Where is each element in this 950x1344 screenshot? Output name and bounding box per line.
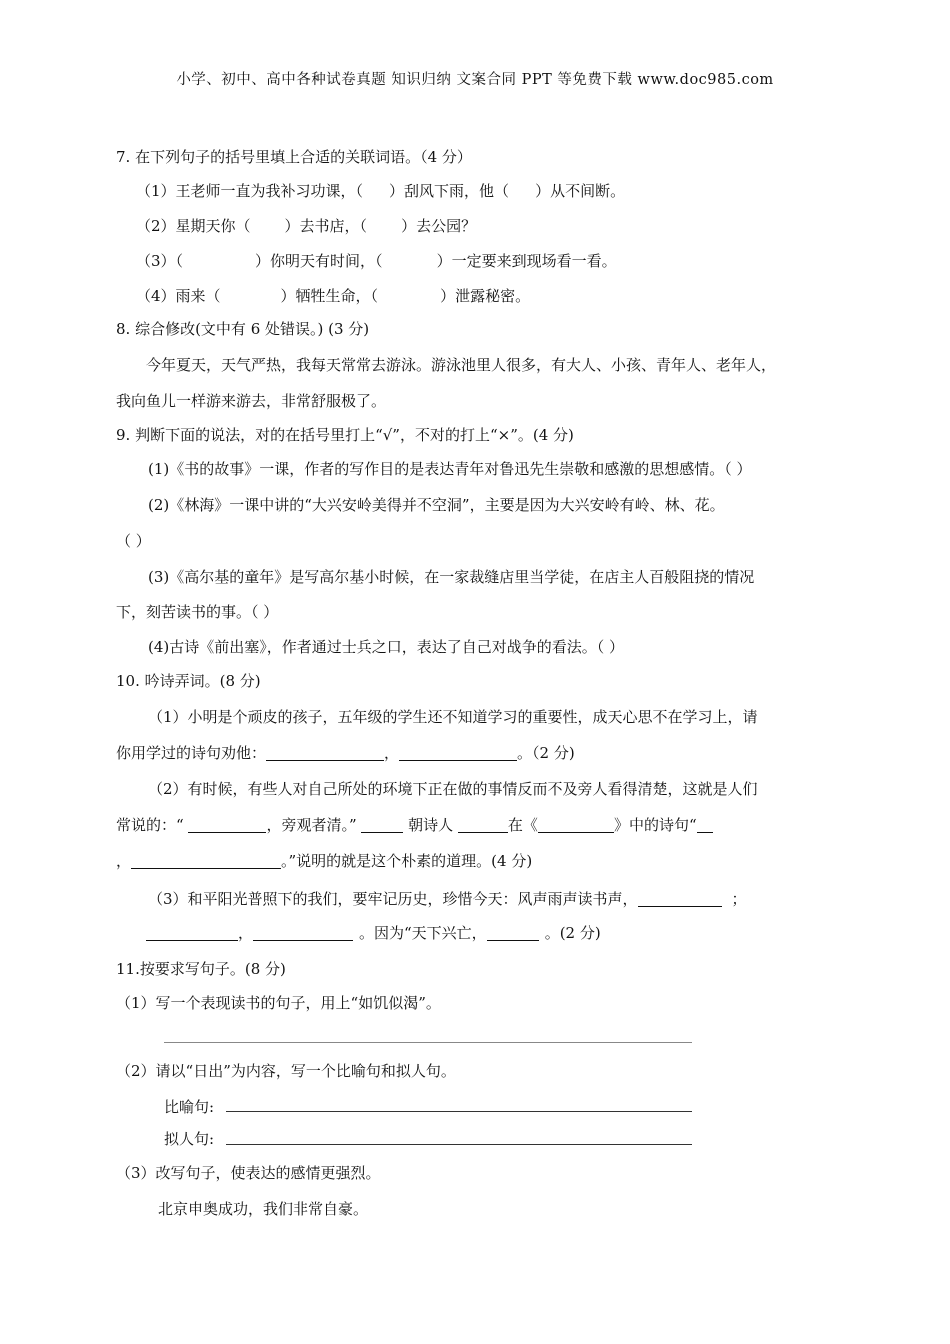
q10-part3-blank-4[interactable] [487,924,539,941]
q7-item-4-part-c: ）泄露秘密。 [440,287,531,305]
q10-part1-prompt: 你用学过的诗句劝他： [116,744,267,762]
q9-statement-3: (3)《高尔基的童年》是写高尔基小时候，在一家裁缝店里当学徒，在店主人百般阻挠的情况 [148,568,755,586]
q10-part3-line-2 [146,922,601,944]
q10-part3-blank-2[interactable] [146,924,238,941]
q7-item-4-part-a: （4）雨来（ [136,287,221,305]
q10-part2-blank-dynasty[interactable] [361,816,403,833]
q11-item-2: （2）请以“日出”为内容，写一个比喻句和拟人句。 [116,1062,456,1080]
q9-statement-2-bracket: （ ） [116,532,151,550]
q8-title: 8. 综合修改(文中有 6 处错误。) (3 分) [116,320,370,338]
q10-title: 10. 吟诗弄词。(8 分) [116,672,261,690]
q10-part2-blank-title[interactable] [538,816,614,833]
q10-part2-line-1: （2）有时候，有些人对自己所处的环境下正在做的事情反而不及旁人看得清楚，这就是人们 [148,780,758,798]
q7-item-3 [136,250,617,272]
q10-part2-comma: ， [116,852,132,870]
q10-part2-blank-verse[interactable] [131,852,281,869]
q11-item-1: （1）写一个表现读书的句子，用上“如饥似渴”。 [116,994,441,1012]
q10-part2-blank-poet[interactable] [458,816,508,833]
q11-personify-label: 拟人句: [164,1130,215,1148]
q11-item-3: （3）改写句子，使表达的感情更强烈。 [116,1164,381,1182]
q10-part2-verse-label: 》中的诗句“ [613,816,697,834]
q10-part3-blank-3[interactable] [253,924,353,941]
q10-part2-quote-close: ，旁观者清。” [266,816,362,834]
q7-item-1-part-c: ）从不间断。 [535,182,626,200]
q7-item-1 [136,180,625,202]
q11-personify-answer-line[interactable] [226,1144,692,1145]
q10-part1-line-1: （1）小明是个顽皮的孩子，五年级的学生还不知道学习的重要性，成天心思不在学习上，请 [148,708,758,726]
q7-item-1-part-b: ）刮风下雨，他（ [389,182,510,200]
q7-item-3-part-c: ）一定要来到现场看一看。 [436,252,617,270]
q9-statement-1: (1)《书的故事》一课，作者的写作目的是表达青年对鲁迅先生崇敬和感激的思想感情。（ ） [148,460,752,478]
q11-item-1-answer-line[interactable] [164,1042,692,1043]
q10-part2-line-2 [116,814,713,836]
q7-title: 7. 在下列句子的括号里填上合适的关联词语。（4 分） [116,148,472,166]
q7-item-4-part-b: ）牺牲生命，（ [280,287,379,305]
q10-part1-comma: ， [384,744,400,762]
q10-part3-text: （3）和平阳光普照下的我们，要牢记历史，珍惜今天：风声雨声读书声， [148,890,638,908]
q11-title: 11.按要求写句子。(8 分) [116,960,286,978]
q7-item-4 [136,285,530,307]
q7-item-2 [136,215,476,237]
q10-part1-score: 。（2 分) [517,744,575,762]
q10-part2-in-label: 在《 [507,816,538,834]
q10-part2-poet-label: 朝诗人 [403,816,458,834]
q8-text-line-1: 今年夏天，天气严热，我每天常常去游泳。游泳池里人很多，有大人、小孩、青年人、老年人， [146,356,777,374]
q11-metaphor-answer-line[interactable] [226,1111,692,1112]
q7-item-1-part-a: （1）王老师一直为我补习功课，（ [136,182,364,200]
q9-statement-4: (4)古诗《前出塞》，作者通过士兵之口，表达了自己对战争的看法。（ ） [148,638,625,656]
q10-part3-line-1 [148,888,747,910]
q10-part2-blank-verse-start[interactable] [697,816,713,833]
q10-part3-comma: ， [238,924,254,942]
q7-item-3-part-b: ）你明天有时间，（ [255,252,383,270]
q10-part3-blank-1[interactable] [638,890,722,907]
q9-statement-3-cont: 下，刻苦读书的事。（ ） [116,603,279,621]
q10-part2-quote-open: 常说的：“ [116,816,189,834]
q8-text-line-2: 我向鱼儿一样游来游去，非常舒服极了。 [116,392,387,410]
q7-item-2-part-c: ）去公园？ [401,217,477,235]
q10-part2-line-3 [116,850,532,872]
q9-statement-2: (2)《林海》一课中讲的“大兴安岭美得并不空洞”，主要是因为大兴安岭有岭、林、花。 [148,496,725,514]
q9-title: 9. 判断下面的说法，对的在括号里打上“√”，不对的打上“×”。(4 分) [116,426,574,444]
q10-part1-blank-2[interactable] [399,744,517,761]
q11-item-3-sentence: 北京申奥成功，我们非常自豪。 [158,1200,369,1218]
q10-part3-semicolon: ； [731,890,747,908]
q10-part2-conclusion: 。”说明的就是这个朴素的道理。(4 分) [281,852,533,870]
q7-item-2-part-a: （2）星期天你（ [136,217,251,235]
q10-part1-line-2 [116,742,575,764]
q7-item-2-part-b: ）去书店，（ [284,217,368,235]
q10-part2-blank-idiom[interactable] [188,816,266,833]
q10-part1-blank-1[interactable] [266,744,384,761]
page-header: 小学、初中、高中各种试卷真题 知识归纳 文案合同 PPT 等免费下载 www.doc985.com [176,72,774,88]
q11-metaphor-label: 比喻句: [164,1098,215,1116]
q7-item-3-part-a: （3）（ [136,252,184,270]
q10-part3-because: 。因为“天下兴亡， [359,924,487,942]
q10-part3-score: 。(2 分) [544,924,601,942]
